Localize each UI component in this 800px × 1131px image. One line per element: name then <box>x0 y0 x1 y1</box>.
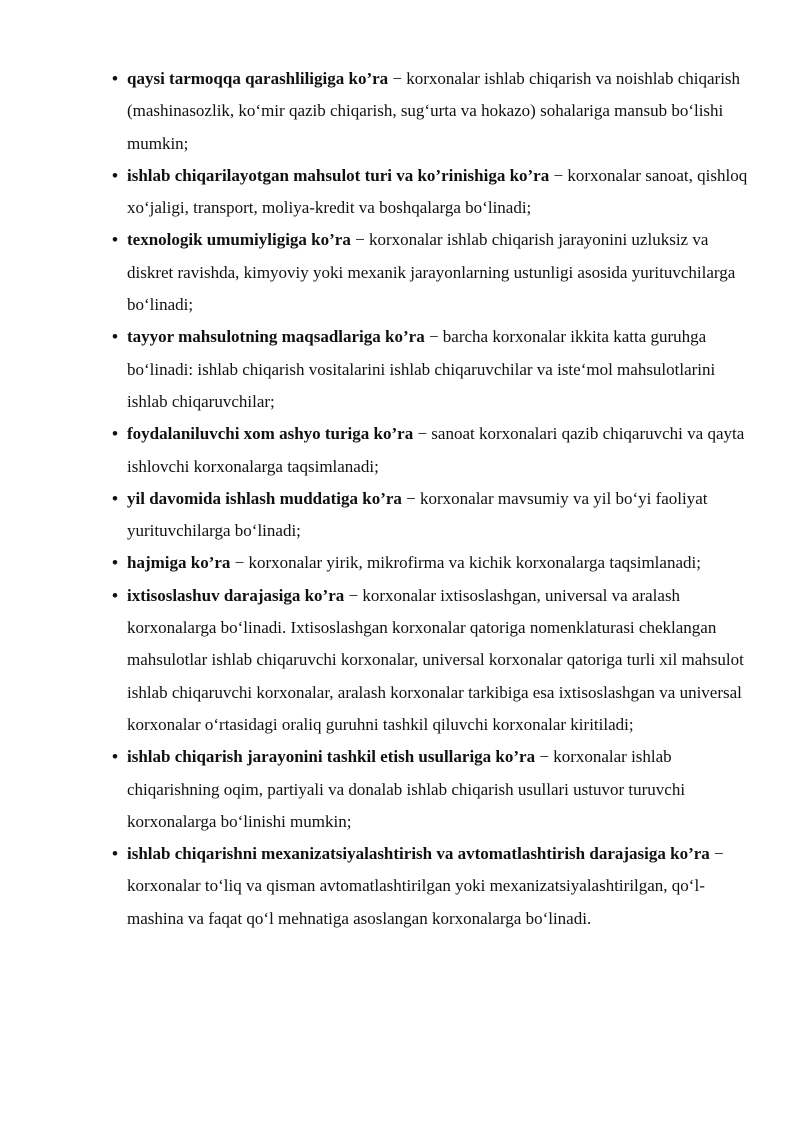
item-term: ishlab chiqarishni mexanizatsiyalashtirish va avtomatlashtirish darajasiga ko’ra <box>127 844 710 864</box>
dash: − <box>413 424 432 444</box>
item-term: texnologik umumiyligiga ko’ra <box>127 230 351 250</box>
item-term: hajmiga ko’ra <box>127 553 231 573</box>
item-text: korxonalar mavsumiy va yil bo‘yi faoliyat yurituvchilarga bo‘linadi; <box>127 488 708 541</box>
dash: − <box>424 327 443 347</box>
bullet: • <box>112 165 118 185</box>
item-text: korxonalar yirik, mikrofirma va kichik korxonalarga taqsimlanadi; <box>248 553 701 573</box>
item-text: sanoat korxonalari qazib chiqaruvchi va qayta ishlovchi korxonalarga taqsimlanadi; <box>127 424 745 476</box>
bullet: • <box>112 69 118 88</box>
item-term: foydalaniluvchi xom ashyo turiga ko’ra <box>127 424 414 444</box>
list-item <box>112 838 752 935</box>
item-term: yil davomida ishlash muddatiga ko’ra <box>127 488 402 508</box>
list-item <box>112 63 752 160</box>
bullet: • <box>112 747 118 767</box>
list-item <box>112 224 752 321</box>
item-text: korxonalar ishlab chiqarish va noishlab chiqarish (mashinasozlik, ko‘mir qazib chiqarish, sug‘urta va hokazo) sohalariga mansub bo‘lishi mumkin; <box>127 69 741 153</box>
item-text: korxonalar sanoat, qishloq xo‘jaligi, transport, moliya-kredit va boshqalarga bo‘linadi; <box>127 165 748 218</box>
dash: − <box>401 488 420 508</box>
classification-list <box>112 63 752 935</box>
bullet: • <box>112 585 118 605</box>
dash: − <box>535 747 554 767</box>
dash: − <box>230 553 249 573</box>
bullet: • <box>112 230 118 250</box>
item-term: qaysi tarmoqqa qarashliligiga ko’ra <box>127 69 389 88</box>
item-term: tayyor mahsulotning maqsadlariga ko’ra <box>127 327 425 347</box>
item-text: korxonalar ixtisoslashgan, universal va aralash korxonalarga bo‘linadi. Ixtisoslashgan korxonalar qatoriga nomenklaturasi cheklangan mahsulotlar ishlab chiqaruvchi korxonalar, universal korxonalar qatoriga turli xil mahsulot ishlab chiqaruvchi korxonalar, aralash korxonalar tarkibiga esa ixtisoslashgan va universal korxonalar o‘rtasidagi oraliq guruhni tashkil qiluvchi korxonalar kiritiladi; <box>127 585 744 734</box>
bullet: • <box>112 327 118 347</box>
list-item <box>112 741 752 838</box>
list-item <box>112 321 752 418</box>
item-term: ixtisoslashuv darajasiga ko’ra <box>127 585 345 605</box>
item-term: ishlab chiqarish jarayonini tashkil etish usullariga ko’ra <box>127 747 536 767</box>
dash: − <box>344 585 363 605</box>
bullet: • <box>112 488 118 508</box>
item-term: ishlab chiqarilayotgan mahsulot turi va ko’rinishiga ko’ra <box>127 165 550 185</box>
dash: − <box>709 844 724 864</box>
item-text: korxonalar ishlab chiqarish jarayonini uzluksiz va diskret ravishda, kimyoviy yoki mexanik jarayonlarning ustunligi asosida yurituvchilarga bo‘linadi; <box>127 230 736 315</box>
bullet: • <box>112 844 118 864</box>
list-item <box>112 580 752 741</box>
list-item <box>112 160 752 225</box>
dash: − <box>388 69 407 88</box>
item-text: barcha korxonalar ikkita katta guruhga bo‘linadi: ishlab chiqarish vositalarini ishlab chiqaruvchilar va iste‘mol mahsulotlarini ishlab chiqaruvchilar; <box>127 327 716 411</box>
item-text: korxonalar ishlab chiqarishning oqim, partiyali va donalab ishlab chiqarish usullari ustuvor turuvchi korxonalarga bo‘linishi mumkin; <box>127 747 686 831</box>
list-item <box>112 547 752 579</box>
bullet: • <box>112 424 118 444</box>
list-item <box>112 418 752 483</box>
bullet: • <box>112 553 118 573</box>
list-item <box>112 483 752 548</box>
dash: − <box>350 230 369 250</box>
item-text: korxonalar to‘liq va qisman avtomatlashtirilgan yoki mexanizatsiyalashtirilgan, qo‘l-mashina va faqat qo‘l mehnatiga asoslangan korxonalarga bo‘linadi. <box>127 876 705 928</box>
dash: − <box>549 165 568 185</box>
